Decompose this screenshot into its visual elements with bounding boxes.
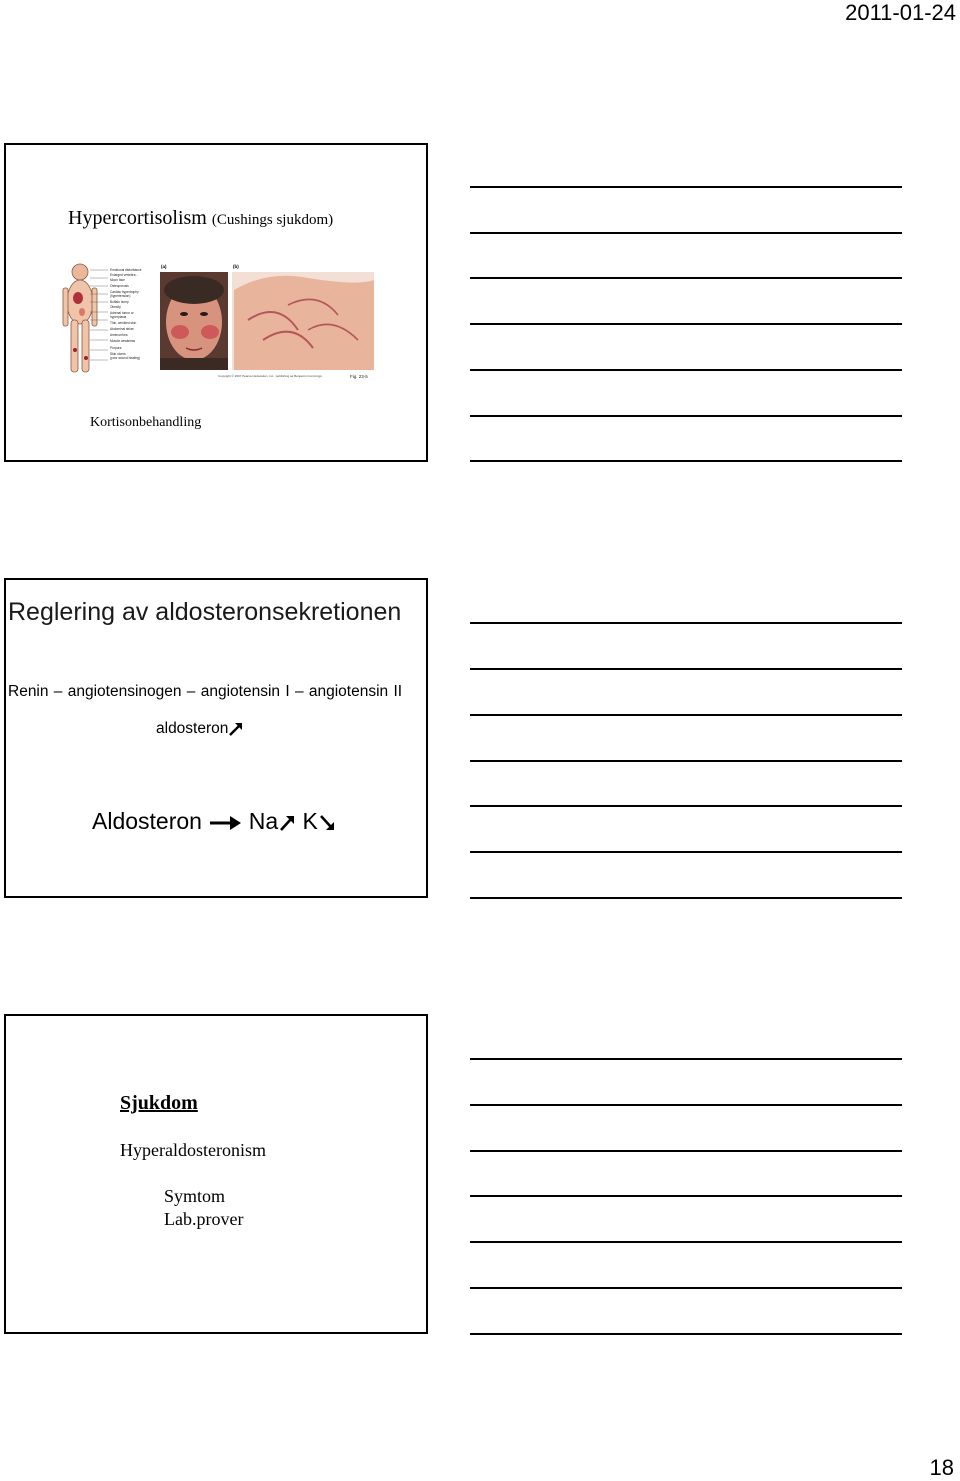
slide-title: Reglering av aldosteronsekretionen: [8, 598, 402, 626]
slide-aldosteron-regulation: [4, 578, 428, 898]
svg-text:Obesity: Obesity: [110, 305, 121, 309]
svg-text:Skin ulcers: Skin ulcers: [110, 352, 126, 356]
svg-text:Amenorrhea: Amenorrhea: [110, 333, 128, 337]
page-number: 18: [929, 1455, 954, 1480]
page-date: 2011-01-24: [845, 0, 956, 25]
slide-hypercortisolism: [4, 143, 428, 462]
svg-text:Emotional disturbance: Emotional disturbance: [110, 268, 142, 272]
slide-title-sub: (Cushings sjukdom): [211, 212, 334, 228]
body-illustration-icon: [63, 264, 97, 372]
sodium-label: Na: [248, 808, 279, 834]
svg-text:Moon face: Moon face: [110, 278, 125, 282]
arrow-up-right-icon: [278, 814, 296, 832]
arrow-up-right-icon: [228, 721, 244, 737]
slide-caption: Kortisonbehandling: [90, 415, 202, 430]
list-item: Lab.prover: [164, 1209, 244, 1229]
aldosteron-label: aldosteron: [156, 720, 229, 737]
potassium-label: K: [302, 808, 318, 834]
svg-text:Abdominal striae: Abdominal striae: [110, 327, 134, 331]
svg-text:Buffalo hump: Buffalo hump: [110, 300, 129, 304]
svg-text:Osteoporosis: Osteoporosis: [110, 284, 129, 288]
svg-text:Adrenal tumor or: Adrenal tumor or: [110, 311, 134, 315]
renin-chain-text: Renin – angiotensinogen – angiotensin I – angiotensin II: [8, 683, 403, 700]
svg-text:(hypertension): (hypertension): [110, 294, 131, 298]
svg-text:Enlarged vertebra...: Enlarged vertebra...: [110, 273, 138, 277]
svg-text:Fig. 23-5: Fig. 23-5: [350, 374, 368, 379]
slide-subtitle: Hyperaldosteronism: [120, 1140, 266, 1160]
slide-sjukdom: [4, 1014, 428, 1334]
svg-text:(poor wound healing): (poor wound healing): [110, 356, 140, 360]
svg-text:(a): (a): [161, 264, 167, 269]
svg-text:hyperplasia: hyperplasia: [110, 315, 127, 319]
svg-text:Purpura: Purpura: [110, 346, 122, 350]
slide-title: Sjukdom: [120, 1092, 198, 1114]
aldosteron-effect-label: Aldosteron: [92, 808, 202, 834]
slide-title-main: Hypercortisolism: [68, 207, 207, 229]
arrow-right-icon: [208, 814, 242, 832]
svg-text:Muscle weakness: Muscle weakness: [110, 339, 136, 343]
cushing-figure: [58, 260, 378, 382]
arrow-down-right-icon: [318, 814, 336, 832]
svg-text:Thin, wrinkled skin: Thin, wrinkled skin: [110, 321, 137, 325]
slide-title: [68, 207, 333, 230]
aldosteron-effect-line: [92, 808, 336, 835]
svg-text:(b): (b): [233, 264, 239, 269]
aldosteron-line: [156, 720, 244, 738]
list-item: Symtom: [164, 1186, 226, 1206]
svg-text:Cardiac hypertrophy: Cardiac hypertrophy: [110, 290, 139, 294]
svg-text:Copyright © 2007 Pearson Educa: Copyright © 2007 Pearson Education, Inc., publishing as Benjamin Cummings: [218, 374, 322, 378]
